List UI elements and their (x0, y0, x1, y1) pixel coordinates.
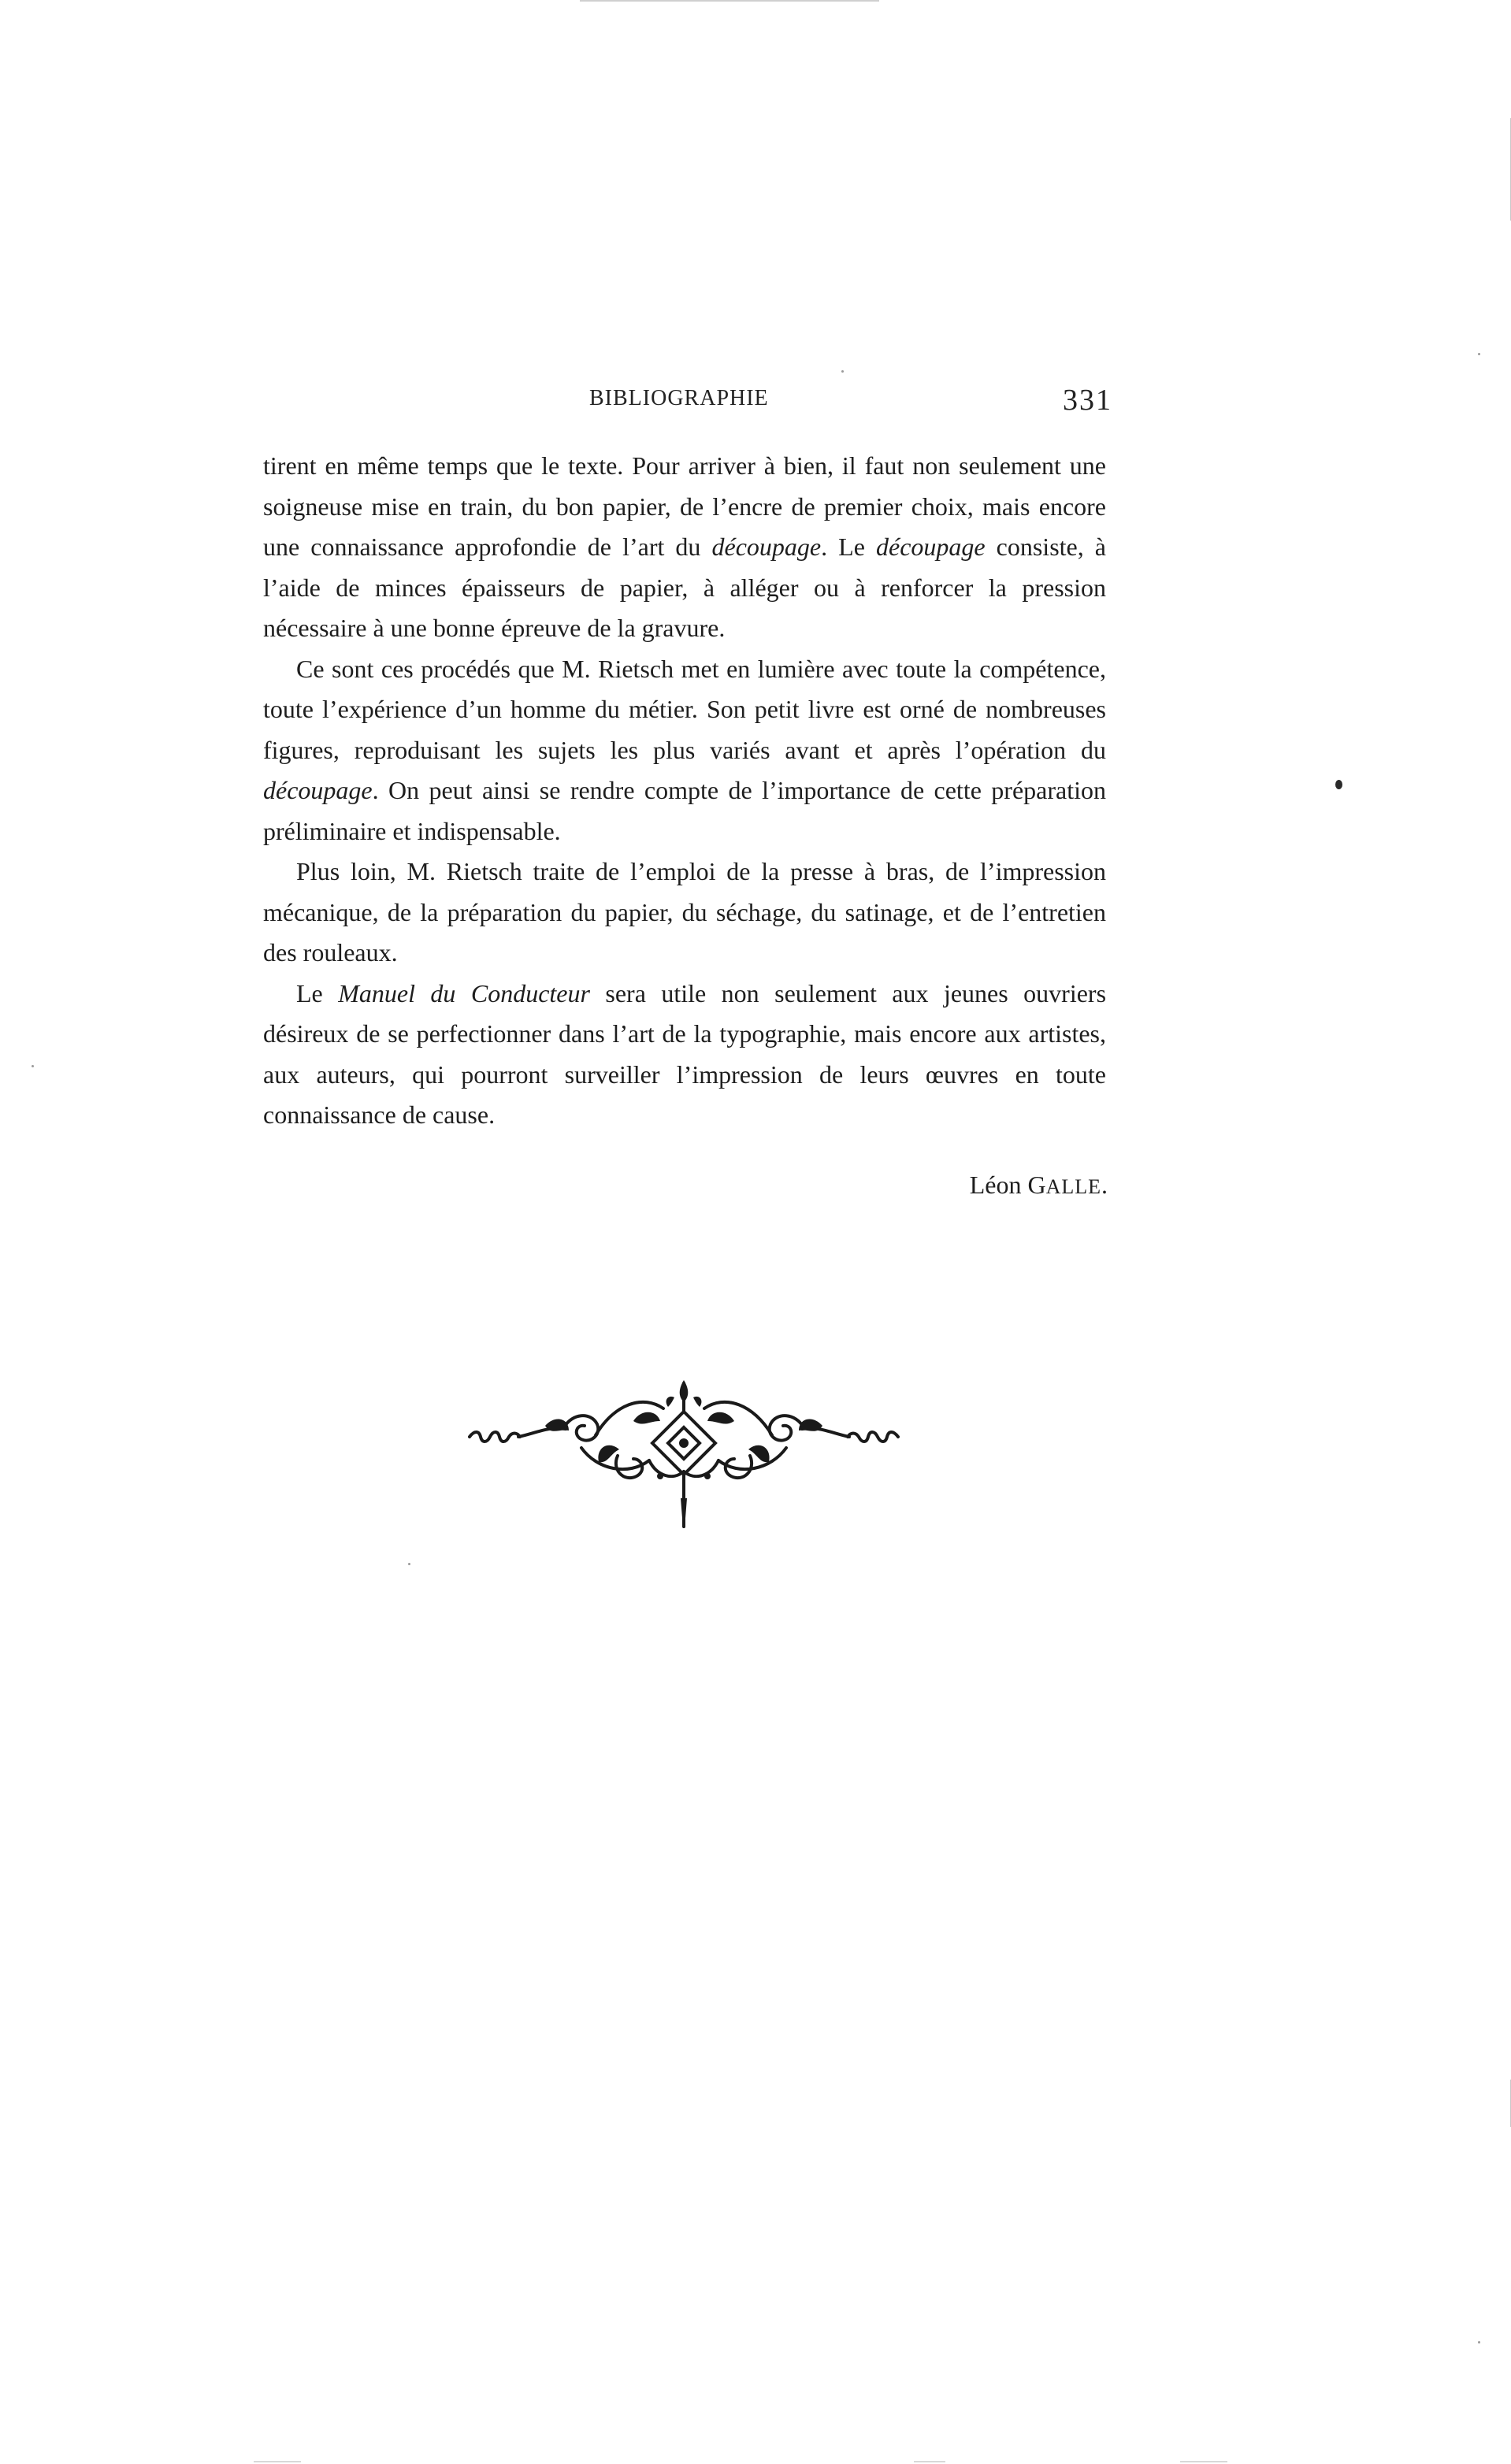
italic-term: découpage (711, 533, 822, 561)
scan-ink-dot (1335, 780, 1342, 789)
italic-title: Manuel du Conducteur (338, 978, 590, 1007)
scan-speck (1478, 2341, 1480, 2343)
scan-speck (1478, 353, 1480, 355)
body-text (263, 446, 1106, 1136)
text-run: . On peut ainsi se rendre compte de l’importance de cette préparation préliminaire et indispensable. (263, 776, 1106, 845)
running-title: BIBLIOGRAPHIE (589, 386, 769, 410)
paragraph (263, 446, 1106, 649)
scan-artifact-bottom-rule-right (1180, 2461, 1227, 2462)
italic-term: découpage (875, 533, 986, 561)
paragraph (263, 974, 1106, 1136)
scan-speck (408, 1563, 410, 1565)
scan-artifact-bottom-rule-left (254, 2461, 301, 2462)
italic-term: découpage (263, 776, 373, 804)
page-number: 331 (1063, 384, 1112, 417)
text-run: consiste, à l’aide de minces épaisseurs de papier, à alléger ou à renforcer la pression nécessaire à une bonne épreuve de la gravure. (263, 533, 1107, 642)
signature-punct: . (1101, 1171, 1108, 1199)
scan-speck (841, 370, 844, 373)
text-run: tirent en même temps que le texte. Pour arriver à bien, il faut non seulement une soigneuse mise en train, du bon papier, de l’encre de premier choix, mais encore une connaissance approfondie de l’art du (263, 451, 1106, 561)
running-head (262, 386, 1112, 417)
scan-speck (32, 1065, 34, 1067)
fleuron-ornament-icon (463, 1380, 904, 1530)
signature-last-rest: ALLE (1045, 1175, 1101, 1198)
text-run: . Le (821, 533, 876, 561)
paragraph: Plus loin, M. Rietsch traite de l’emploi de la presse à bras, de l’impression mécanique, de la préparation du papier, du séchage, du satinage, et de l’entretien des rouleaux. (263, 857, 1106, 967)
signature-first-name: Léon (969, 1171, 1022, 1199)
text-run: Ce sont ces procédés que M. Rietsch met en lumière avec toute la compétence, toute l’expérience d’un homme du métier. Son petit livre est orné de nombreuses figures, reproduisant les sujets les plus variés avant et après l’opération du (263, 654, 1106, 764)
paragraph (263, 649, 1106, 852)
scan-artifact-bottom-rule-center (914, 2461, 945, 2462)
author-signature (970, 1171, 1108, 1200)
signature-last-initial: G (1027, 1171, 1046, 1199)
text-run: Le (296, 978, 339, 1007)
text-run: sera utile non seulement aux jeunes ouvriers désireux de se perfectionner dans l’art de la typographie, mais encore aux artistes, aux auteurs, qui pourront surveiller l’impression de leurs œuvres en toute connaissance de cause. (263, 978, 1107, 1129)
scan-artifact-top-rule (580, 0, 879, 2)
